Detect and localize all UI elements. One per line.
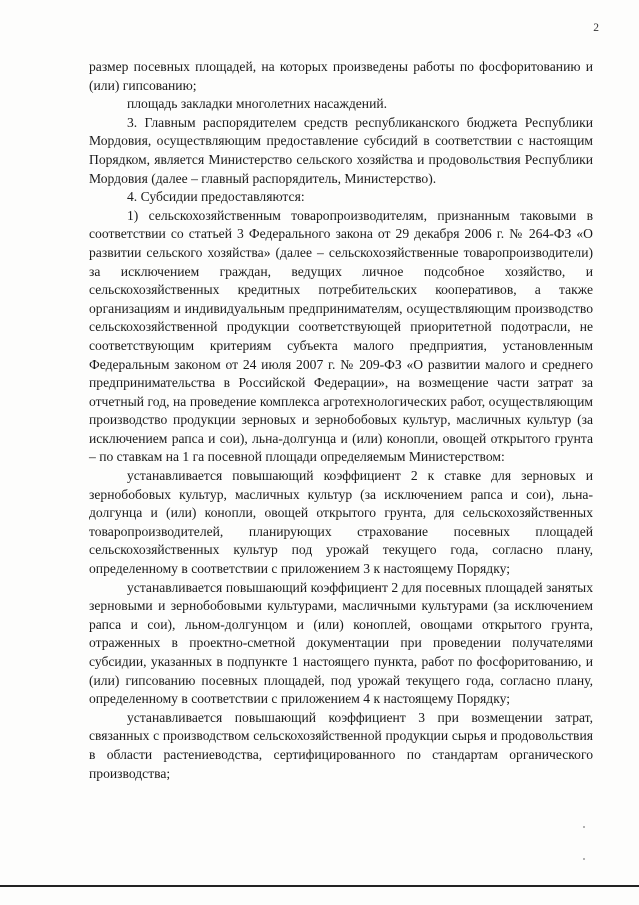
document-body: [89, 58, 593, 783]
paragraph-coefficient-insurance: устанавливается повышающий коэффициент 2 к ставке для зерновых и зернобобовых культур, масличных культур (за исключением рапса и сои), льна-долгунца и (или) конопли, овощей открытого грунта, для сельскохозяйственных товаропроизводителей, планирующих страхование посевных площадей сельскохозяйственных культур под урожай текущего года, согласно плану, определенному в соответствии с приложением 3 к настоящему Порядку;: [89, 468, 593, 577]
page-number: 2: [593, 22, 599, 34]
paragraph-continuation: размер посевных площадей, на которых произведены работы по фосфоритованию и (или) гипсованию;: [89, 59, 593, 93]
paragraph-subclause-1: 1) сельскохозяйственным товаропроизводителям, признанным таковыми в соответствии со статьей 3 Федерального закона от 29 декабря 2006 г. № 264-ФЗ «О развитии сельского хозяйства» (далее – сельскохозяйственные товаропроизводители) за исключением граждан, ведущих личное подсобное хозяйство, и сельскохозяйственных кредитных потребительских кооперативов, а также организациям и индивидуальным предпринимателям, осуществляющим производство сельскохозяйственной продукции соответствующей приоритетной подотрасли, не соответствующим критериям субъекта малого предприятия, установленным Федеральным законом от 24 июля 2007 г. № 209-ФЗ «О развитии малого и среднего предпринимательства в Российской Федерации», на возмещение части затрат за отчетный год, на проведение комплекса агротехнологических работ, осуществляющим производство продукции зерновых и зернобобовых культур, масличных культур (за исключением рапса и сои), льна-долгунца и (или) конопли, овощей открытого грунта – по ставкам на 1 га посевной площади определяемым Министерством:: [89, 207, 593, 465]
paragraph-clause-3: 3. Главным распорядителем средств республиканского бюджета Республики Мордовия, осуществляющим предоставление субсидий в соответствии с настоящим Порядком, является Министерство сельского хозяйства и продовольствия Республики Мордовия (далее – главный распорядитель, Министерство).: [89, 114, 593, 186]
paragraph-clause-4-heading: 4. Субсидии предоставляются:: [127, 189, 305, 205]
paragraph-planting-area: площадь закладки многолетних насаждений.: [127, 96, 388, 112]
scan-bottom-edge: [0, 885, 639, 887]
paragraph-coefficient-organic: устанавливается повышающий коэффициент 3 при возмещении затрат, связанных с производством сельскохозяйственной продукции сырья и продовольствия в области растениеводства, сертифицированного по стандартам органического производства;: [89, 709, 593, 781]
scan-speck: [583, 858, 585, 860]
paragraph-coefficient-phosphorization: устанавливается повышающий коэффициент 2 для посевных площадей занятых зерновыми и зернобобовыми культурами, масличными культурами (за исключением рапса и сои), льном-долгунцом и (или) коноплей, овощами открытого грунта, отраженных в проектно-сметной документации при проведении получателями субсидии, указанных в подпункте 1 настоящего пункта, работ по фосфоритованию, и (или) гипсованию посевных площадей, под урожай текущего года, согласно плану, определенному в соответствии с приложением 4 к настоящему Порядку;: [89, 579, 593, 707]
scan-speck: [583, 826, 585, 828]
